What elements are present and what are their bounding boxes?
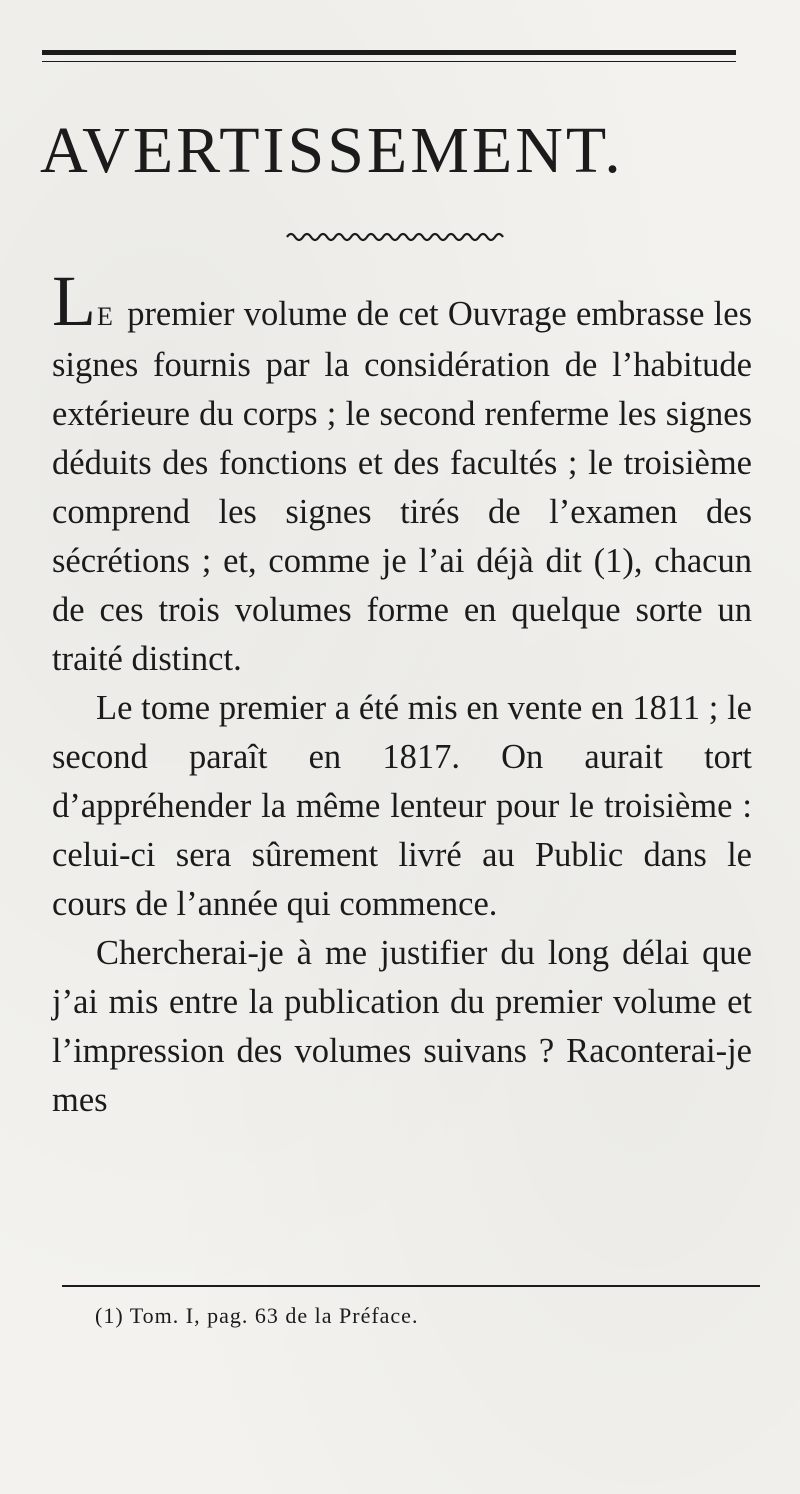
body-text — [52, 261, 753, 1125]
drop-cap: L — [52, 261, 97, 341]
paragraph-3: Chercherai-je à me justifier du long délai que j’ai mis entre la publication du premier volume et l’impression des volumes suivans ? Raconterai-je mes — [52, 934, 752, 1119]
paragraph-1 — [52, 261, 753, 684]
footnote-rule — [62, 1285, 760, 1287]
paragraph-2: Le tome premier a été mis en vente en 1811 ; le second paraît en 1817. On aurait tort d’appréhender la même lenteur pour le troisième : celui-ci sera sûrement livré au Public dans le cours de l’année qui commence. — [52, 689, 752, 923]
small-cap: E — [96, 302, 114, 331]
footnote: (1) Tom. I, pag. 63 de la Préface. — [95, 1303, 419, 1328]
ornament-divider — [285, 230, 507, 244]
top-double-rule — [42, 50, 736, 55]
page-heading: AVERTISSEMENT. — [40, 114, 624, 187]
top-thin-rule — [42, 61, 736, 62]
paragraph-1-text: premier volume de cet Ouvrage embrasse les signes fournis par la considération de l’habitude extérieure du corps ; le second renferme les signes déduits des fonctions et des facultés ; le troisième comprend les signes tirés de l’examen des sécrétions ; et, comme je l’ai déjà dit (1), chacun de ces trois volumes forme en quelque sorte un traité distinct. — [52, 295, 753, 678]
